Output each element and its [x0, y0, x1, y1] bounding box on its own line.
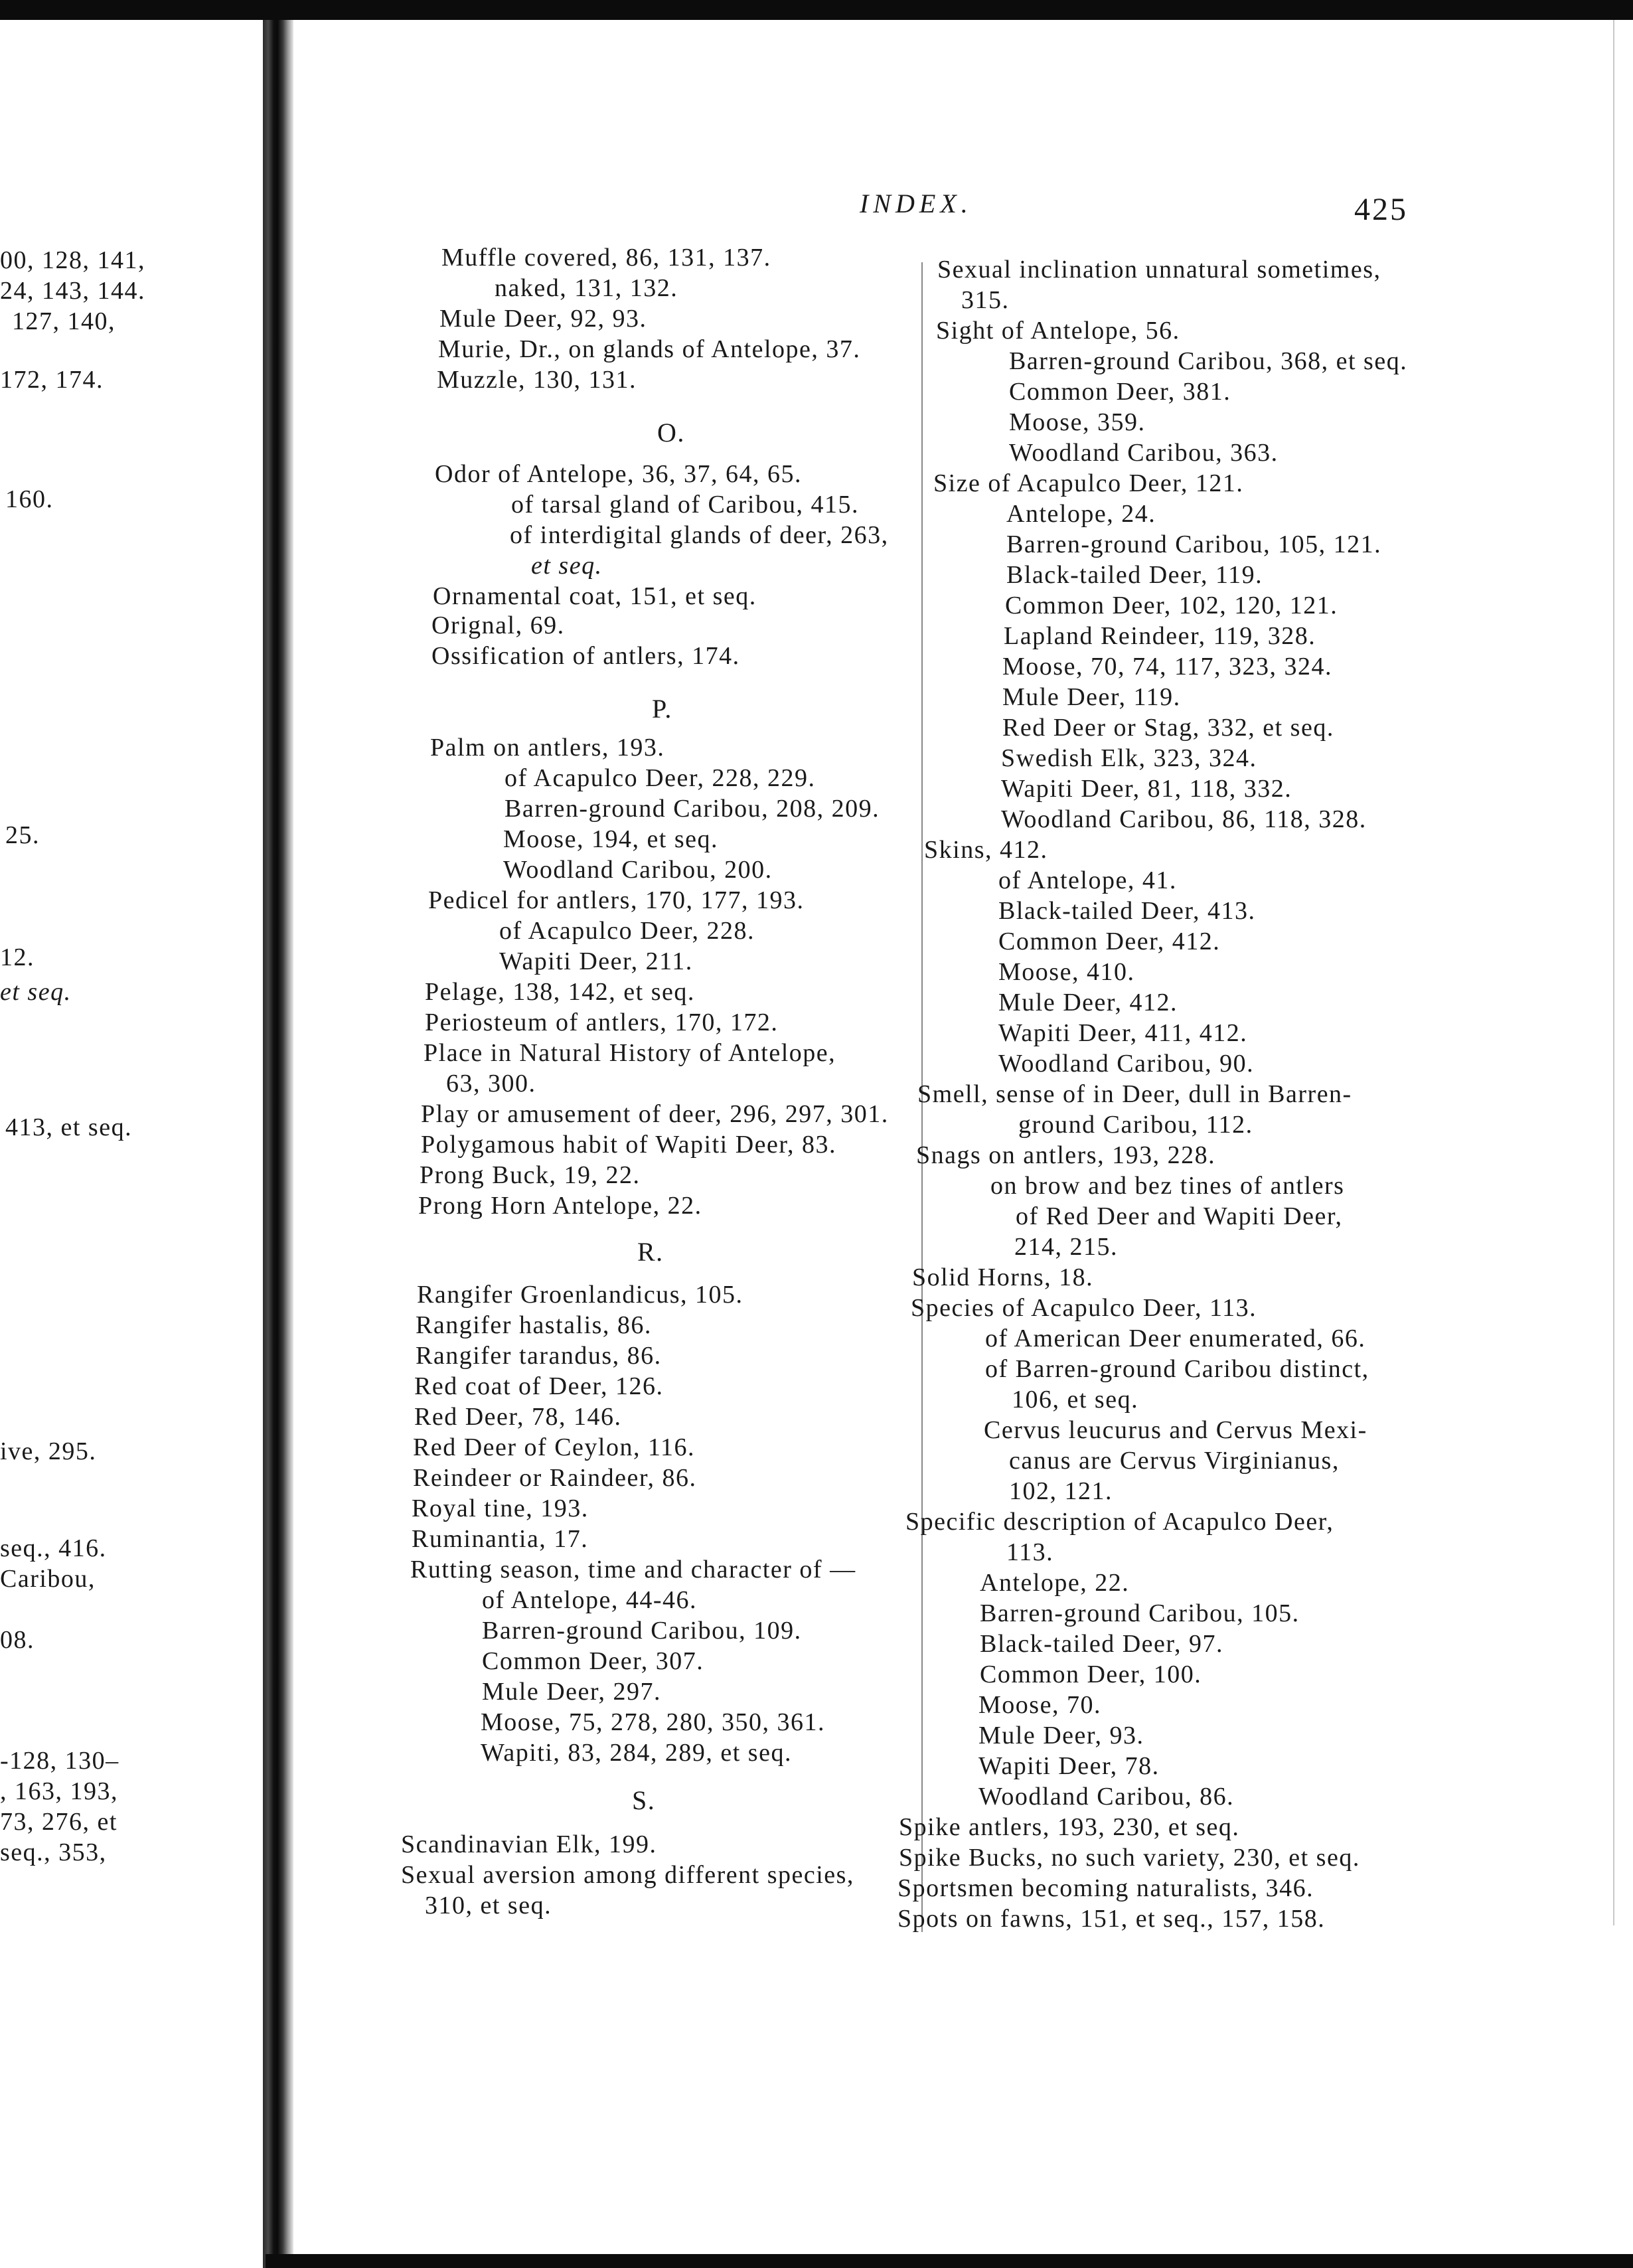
fragment-line: 160.: [5, 485, 54, 513]
index-entry: Specific description of Acapulco Deer,: [905, 1508, 1334, 1536]
fragment-line: 127, 140,: [12, 307, 116, 335]
scan-border-top: [0, 0, 1633, 20]
index-entry: Size of Acapulco Deer, 121.: [933, 469, 1244, 497]
page-number: 425: [1354, 192, 1408, 227]
running-header-title: INDEX.: [860, 189, 972, 218]
fragment-line: 73, 276, et: [0, 1808, 117, 1836]
book-gutter: [263, 0, 293, 2268]
fragment-line: et seq.: [0, 978, 72, 1006]
index-subentry: Wapiti Deer, 81, 118, 332.: [1001, 775, 1292, 803]
index-subentry: Woodland Caribou, 86.: [978, 1783, 1235, 1811]
fragment-line: 24, 143, 144.: [0, 277, 145, 305]
index-entry: Rangifer Groenlandicus, 105.: [417, 1281, 743, 1309]
index-subentry: Common Deer, 381.: [1009, 378, 1231, 406]
index-entry: Polygamous habit of Wapiti Deer, 83.: [421, 1131, 837, 1159]
index-entry: Sexual inclination unnatural sometimes,: [937, 256, 1381, 284]
index-subentry: Swedish Elk, 323, 324.: [1001, 744, 1257, 772]
index-entry: Red Deer, 78, 146.: [414, 1403, 622, 1431]
index-entry: Odor of Antelope, 36, 37, 64, 65.: [435, 460, 802, 488]
index-entry: Ornamental coat, 151, et seq.: [433, 582, 757, 610]
index-entry: Prong Horn Antelope, 22.: [418, 1192, 702, 1220]
fragment-line: 12.: [0, 943, 35, 971]
section-letter: O.: [657, 418, 685, 447]
index-entry: Spike antlers, 193, 230, et seq.: [899, 1813, 1240, 1841]
index-entry: Rangifer hastalis, 86.: [416, 1311, 652, 1339]
index-subentry: Barren-ground Caribou, 105, 121.: [1006, 530, 1382, 558]
index-subentry: Barren-ground Caribou, 109.: [482, 1617, 802, 1645]
fragment-line: 08.: [0, 1626, 35, 1654]
index-subentry: Moose, 70.: [978, 1691, 1101, 1719]
index-entry: Prong Buck, 19, 22.: [420, 1161, 641, 1189]
index-entry: Snags on antlers, 193, 228.: [916, 1141, 1216, 1169]
index-subentry: Black-tailed Deer, 413.: [998, 897, 1256, 925]
index-entry: Red coat of Deer, 126.: [414, 1372, 664, 1400]
scan-border-bottom: [266, 2254, 1633, 2268]
index-entry: Sight of Antelope, 56.: [936, 317, 1180, 345]
index-subentry: 310, et seq.: [425, 1892, 552, 1919]
index-entry: Place in Natural History of Antelope,: [424, 1039, 836, 1067]
index-subentry: Mule Deer, 119.: [1002, 683, 1181, 711]
index-subentry: Antelope, 22.: [980, 1569, 1130, 1597]
index-subentry: Black-tailed Deer, 97.: [980, 1630, 1224, 1658]
index-subentry: Woodland Caribou, 90.: [998, 1050, 1255, 1078]
fragment-line: seq., 353,: [0, 1838, 107, 1866]
section-letter: S.: [632, 1785, 656, 1815]
index-entry: Sexual aversion among different species,: [401, 1861, 854, 1889]
index-subentry: Woodland Caribou, 363.: [1009, 439, 1279, 467]
fragment-line: 172, 174.: [0, 366, 104, 394]
section-letter: P.: [652, 694, 672, 724]
fragment-line: Caribou,: [0, 1565, 96, 1593]
index-subentry: Common Deer, 307.: [482, 1647, 704, 1675]
index-subentry: Antelope, 24.: [1006, 500, 1156, 528]
fragment-line: -128, 130–: [0, 1747, 119, 1775]
index-subentry: 214, 215.: [1014, 1233, 1118, 1261]
fragment-line: 413, et seq.: [5, 1113, 133, 1141]
fragment-line: 25.: [5, 821, 40, 849]
section-letter: R.: [637, 1237, 664, 1267]
index-entry: Ossification of antlers, 174.: [431, 642, 740, 670]
index-subentry: 315.: [961, 286, 1010, 314]
index-entry: Pelage, 138, 142, et seq.: [425, 978, 695, 1006]
index-entry: Skins, 412.: [924, 836, 1048, 864]
index-entry: Rutting season, time and character of —: [410, 1556, 856, 1583]
index-subentry: 106, et seq.: [1012, 1386, 1139, 1414]
fragment-line: ive, 295.: [0, 1437, 97, 1465]
index-subentry: Wapiti Deer, 78.: [978, 1752, 1160, 1780]
index-subentry: Woodland Caribou, 86, 118, 328.: [1001, 805, 1367, 833]
index-subentry: of Red Deer and Wapiti Deer,: [1016, 1202, 1343, 1230]
index-subentry: Barren-ground Caribou, 368, et seq.: [1009, 347, 1408, 375]
index-subentry: Moose, 75, 278, 280, 350, 361.: [481, 1708, 825, 1736]
page-edge: [1613, 0, 1614, 1925]
index-entry: Spots on fawns, 151, et seq., 157, 158.: [897, 1905, 1326, 1933]
index-subentry: of interdigital glands of deer, 263,: [510, 521, 889, 549]
index-subentry: of tarsal gland of Caribou, 415.: [511, 491, 859, 519]
index-entry: Play or amusement of deer, 296, 297, 301.: [421, 1100, 889, 1128]
index-subentry: Moose, 70, 74, 117, 323, 324.: [1002, 653, 1333, 681]
index-entry: Species of Acapulco Deer, 113.: [911, 1294, 1257, 1322]
index-subentry: Moose, 410.: [998, 958, 1135, 986]
index-subentry: Common Deer, 412.: [998, 928, 1221, 955]
index-subentry: canus are Cervus Virginianus,: [1009, 1447, 1340, 1475]
index-entry: Solid Horns, 18.: [912, 1263, 1094, 1291]
index-entry: Sportsmen becoming naturalists, 346.: [897, 1874, 1314, 1902]
index-entry: Orignal, 69.: [431, 611, 565, 639]
index-subentry: Cervus leucurus and Cervus Mexi-: [984, 1416, 1367, 1444]
index-subentry: Barren-ground Caribou, 105.: [980, 1599, 1300, 1627]
index-subentry: Wapiti Deer, 411, 412.: [998, 1019, 1248, 1047]
index-entry: Pedicel for antlers, 170, 177, 193.: [428, 886, 805, 914]
index-subentry: Black-tailed Deer, 119.: [1006, 561, 1263, 589]
index-subentry: Common Deer, 100.: [980, 1660, 1202, 1688]
index-entry: Palm on antlers, 193.: [430, 734, 665, 762]
index-subentry: Moose, 194, et seq.: [503, 825, 719, 853]
index-entry: Red Deer of Ceylon, 116.: [413, 1433, 696, 1461]
index-subentry: of Acapulco Deer, 228, 229.: [505, 764, 816, 792]
index-subentry: Wapiti, 83, 284, 289, et seq.: [481, 1739, 792, 1767]
index-entry: Muzzle, 130, 131.: [437, 366, 637, 394]
index-subentry: ground Caribou, 112.: [1018, 1111, 1253, 1139]
index-subentry: on brow and bez tines of antlers: [990, 1172, 1345, 1200]
fragment-line: 00, 128, 141,: [0, 246, 145, 274]
index-entry: Smell, sense of in Deer, dull in Barren-: [917, 1080, 1352, 1108]
index-subentry: Barren-ground Caribou, 208, 209.: [505, 795, 880, 823]
fragment-line: , 163, 193,: [0, 1777, 118, 1805]
left-page-fragment: [0, 20, 263, 2268]
fragment-line: seq., 416.: [0, 1534, 107, 1562]
index-subentry: of American Deer enumerated, 66.: [985, 1325, 1366, 1352]
index-subentry: Mule Deer, 412.: [998, 989, 1178, 1016]
index-entry: Royal tine, 193.: [412, 1495, 589, 1522]
index-entry: Spike Bucks, no such variety, 230, et seq.: [899, 1844, 1360, 1872]
index-entry: Reindeer or Raindeer, 86.: [413, 1464, 697, 1492]
index-subentry: 102, 121.: [1009, 1477, 1113, 1505]
index-subentry: of Barren-ground Caribou distinct,: [985, 1355, 1369, 1383]
index-subentry: Lapland Reindeer, 119, 328.: [1004, 622, 1316, 650]
index-subentry: naked, 131, 132.: [495, 274, 678, 302]
index-subentry: 113.: [1006, 1538, 1054, 1566]
index-entry: Muffle covered, 86, 131, 137.: [441, 244, 771, 272]
index-entry: Ruminantia, 17.: [412, 1525, 589, 1553]
index-subentry: Mule Deer, 297.: [482, 1678, 662, 1706]
index-subentry: et seq.: [531, 552, 603, 580]
index-subentry: Red Deer or Stag, 332, et seq.: [1002, 714, 1334, 742]
index-entry: Murie, Dr., on glands of Antelope, 37.: [438, 335, 861, 363]
index-subentry: Moose, 359.: [1009, 408, 1146, 436]
index-subentry: of Antelope, 44-46.: [482, 1586, 698, 1614]
index-entry: Scandinavian Elk, 199.: [401, 1830, 657, 1858]
index-subentry: Mule Deer, 93.: [978, 1722, 1144, 1749]
index-subentry: Woodland Caribou, 200.: [503, 856, 773, 884]
index-subentry: Common Deer, 102, 120, 121.: [1005, 592, 1338, 619]
index-entry: Mule Deer, 92, 93.: [439, 305, 647, 333]
index-subentry: 63, 300.: [446, 1070, 536, 1097]
index-subentry: of Antelope, 41.: [998, 866, 1177, 894]
index-subentry: of Acapulco Deer, 228.: [499, 917, 755, 945]
index-entry: Rangifer tarandus, 86.: [416, 1342, 662, 1370]
index-subentry: Wapiti Deer, 211.: [499, 947, 693, 975]
index-entry: Periosteum of antlers, 170, 172.: [425, 1009, 779, 1036]
